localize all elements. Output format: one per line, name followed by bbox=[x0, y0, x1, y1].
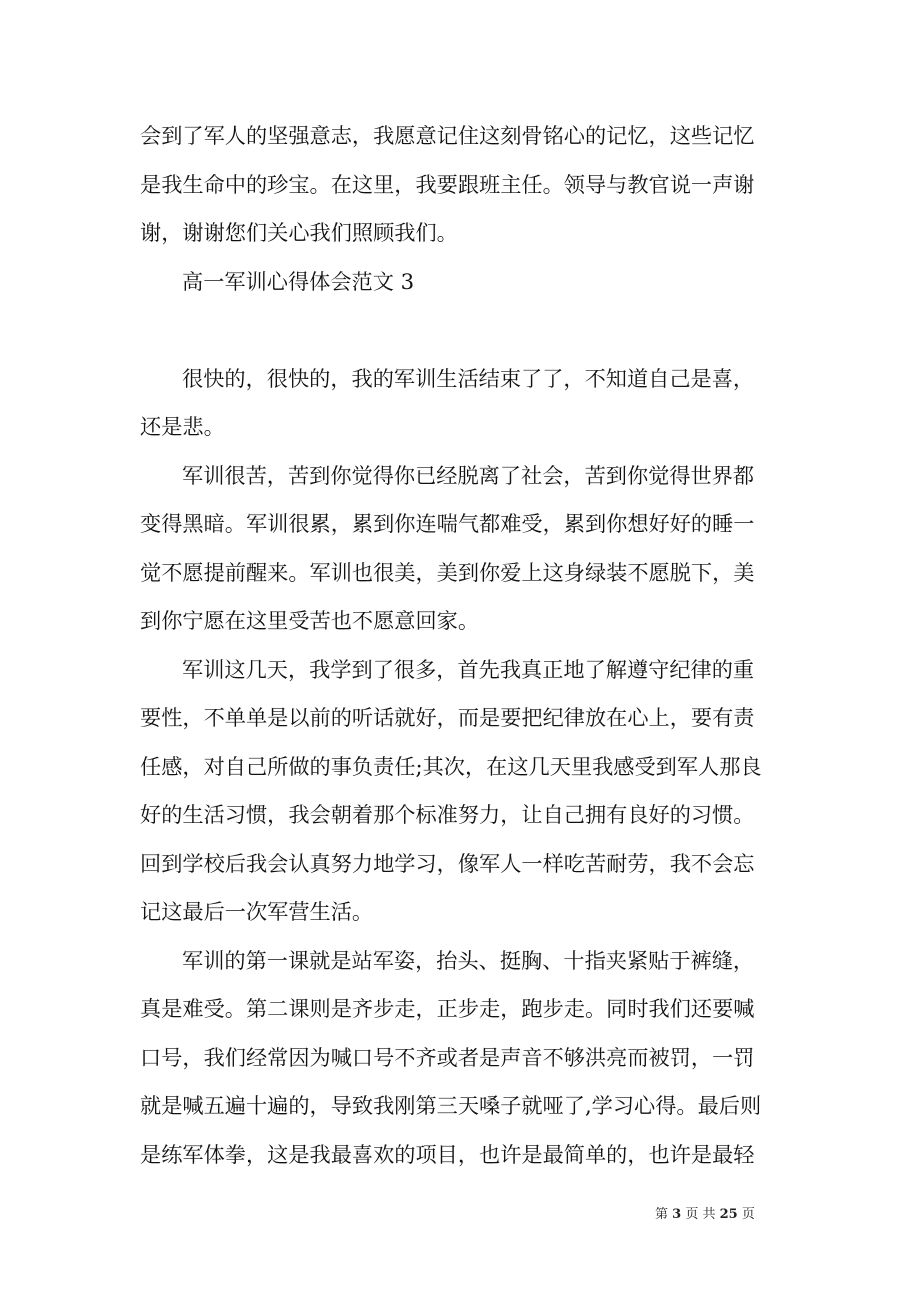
body-line: 就是喊五遍十遍的，导致我刚第三天嗓子就哑了,学习心得。最后则 bbox=[140, 1093, 762, 1118]
body-line: 真是难受。第二课则是齐步走，正步走，跑步走。同时我们还要喊 bbox=[140, 996, 755, 1021]
body-line: 觉不愿提前醒来。军训也很美，美到你爱上这身绿装不愿脱下，美 bbox=[140, 559, 755, 585]
body-line: 回到学校后我会认真努力地学习，像军人一样吃苦耐劳，我不会忘 bbox=[140, 850, 755, 876]
paragraph-first-line: 军训很苦，苦到你觉得你已经脱离了社会，苦到你觉得世界都 bbox=[182, 462, 755, 488]
body-line: 还是悲。 bbox=[140, 414, 225, 439]
body-line: 会到了军人的坚强意志，我愿意记住这刻骨铭心的记忆，这些记忆 bbox=[140, 123, 755, 148]
body-line: 变得黑暗。军训很累，累到你连喘气都难受，累到你想好好的睡一 bbox=[140, 511, 755, 536]
body-line: 好的生活习惯，我会朝着那个标准努力，让自己拥有良好的习惯。 bbox=[140, 802, 755, 827]
blank-line bbox=[140, 306, 780, 355]
total-pages-number: 25 bbox=[719, 1207, 738, 1222]
section-heading: 高一军训心得体会范文 3 bbox=[182, 268, 415, 294]
paragraph-first-line: 很快的，很快的，我的军训生活结束了了，不知道自己是喜， bbox=[182, 365, 755, 391]
body-line: 要性，不单单是以前的听话就好，而是要把纪律放在心上，要有责 bbox=[140, 705, 755, 730]
body-line: 谢，谢谢您们关心我们照顾我们。 bbox=[140, 220, 458, 245]
body-line: 是练军体拳，这是我最喜欢的项目，也许是最简单的，也许是最轻 bbox=[140, 1141, 755, 1167]
paragraph-first-line: 军训这几天，我学到了很多，首先我真正地了解遵守纪律的重 bbox=[182, 656, 755, 682]
body-line: 口号，我们经常因为喊口号不齐或者是声音不够洪亮而被罚，一罚 bbox=[140, 1044, 755, 1070]
document-body bbox=[140, 112, 780, 1179]
footer-middle: 页 共 bbox=[685, 1207, 716, 1222]
current-page-number: 3 bbox=[672, 1207, 682, 1222]
body-line: 任感，对自己所做的事负责任;其次，在这几天里我感受到军人那良 bbox=[140, 753, 762, 779]
body-line: 是我生命中的珍宝。在这里，我要跟班主任。领导与教官说一声谢 bbox=[140, 171, 755, 197]
footer-prefix: 第 bbox=[655, 1207, 669, 1222]
body-line: 到你宁愿在这里受苦也不愿意回家。 bbox=[140, 608, 480, 633]
paragraph-first-line: 军训的第一课就是站军姿，抬头、挺胸、十指夹紧贴于裤缝， bbox=[182, 947, 755, 973]
body-line: 记这最后一次军营生活。 bbox=[140, 899, 374, 924]
footer-suffix: 页 bbox=[741, 1207, 755, 1222]
page-footer bbox=[655, 1206, 795, 1224]
